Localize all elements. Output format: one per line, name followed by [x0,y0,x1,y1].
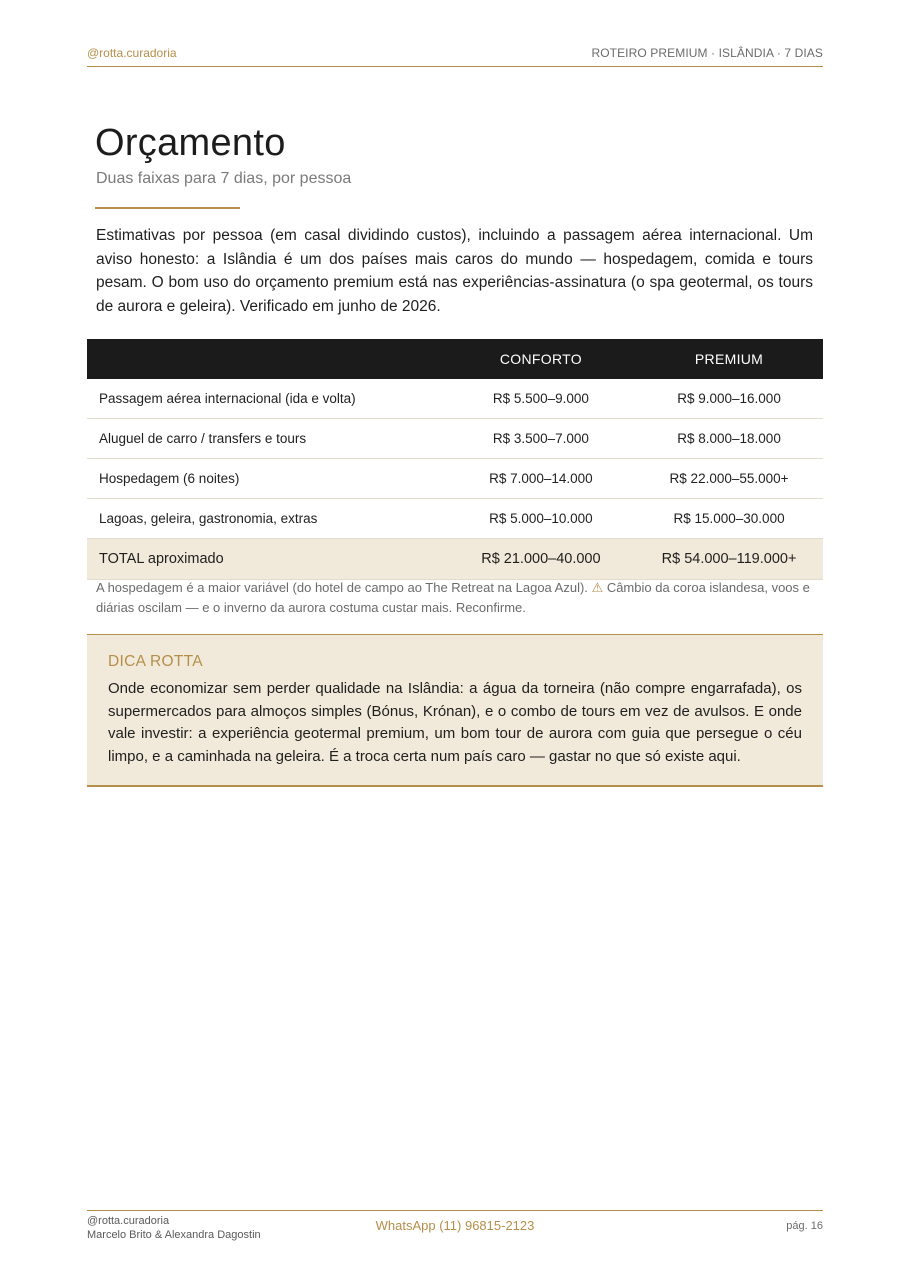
tip-body: Onde economizar sem perder qualidade na Islândia: a água da torneira (não compre engarrafada), os supermercados para almoços simples (Bónus, Krónan), e o combo de tours em vez de avulsos. E onde vale investir: a experiência geotermal premium, um bom tour de aurora com guia que persegue o céu limpo, e a caminhada na geleira. É a troca certa num país caro — gastar no que só existe aqui. [108,680,802,765]
footnote-text-after: Câmbio da coroa islandesa, voos e diárias oscilam — e o inverno da aurora costuma custar mais. Reconfirme. [96,580,810,615]
table-footnote [96,578,816,618]
budget-table [87,339,823,580]
row-premium: R$ 22.000–55.000+ [635,459,823,499]
row-conforto: R$ 7.000–14.000 [447,459,635,499]
row-conforto: R$ 5.000–10.000 [447,499,635,539]
row-premium: R$ 15.000–30.000 [635,499,823,539]
footer-handle: @rotta.curadoria [87,1215,170,1227]
table-row [87,459,823,499]
table-row [87,499,823,539]
total-conforto: R$ 21.000–40.000 [447,539,635,580]
row-label: Passagem aérea internacional (ida e volta) [87,379,447,419]
tip-box [87,634,823,787]
warning-icon: ⚠ [591,580,604,595]
row-label: Hospedagem (6 noites) [87,459,447,499]
page-footer [87,1210,823,1241]
table-header-premium: PREMIUM [635,339,823,379]
tip-title: DICA ROTTA [108,653,203,670]
table-header-cell [87,339,447,379]
row-conforto: R$ 5.500–9.000 [447,379,635,419]
section-subtitle: Duas faixas para 7 dias, por pessoa [96,170,352,187]
section-title: Orçamento [95,122,286,164]
header-brand: @rotta.curadoria [87,46,177,60]
footnote-text-before: A hospedagem é a maior variável (do hotel de campo ao The Retreat na Lagoa Azul). [96,580,588,595]
table-total-row [87,539,823,580]
intro-paragraph: Estimativas por pessoa (em casal dividindo custos), incluindo a passagem aérea internacional. Um aviso honesto: a Islândia é um dos países mais caros do mundo — hospedagem, comida e tours pesam. O bom uso do orçamento premium está nas experiências-assinatura (o spa geotermal, os tours de aurora e geleira). Verificado em junho de 2026. [96,227,813,315]
row-conforto: R$ 3.500–7.000 [447,419,635,459]
row-premium: R$ 9.000–16.000 [635,379,823,419]
table-header-row [87,339,823,379]
total-premium: R$ 54.000–119.000+ [635,539,823,580]
title-divider [95,207,240,209]
footer-authors: Marcelo Brito & Alexandra Dagostin [87,1229,261,1241]
row-premium: R$ 8.000–18.000 [635,419,823,459]
row-label: Aluguel de carro / transfers e tours [87,419,447,459]
page-header [87,46,823,67]
table-row [87,379,823,419]
table-row [87,419,823,459]
page-number: pág. 16 [786,1220,823,1232]
total-label: TOTAL aproximado [87,539,447,580]
table-header-conforto: CONFORTO [447,339,635,379]
row-label: Lagoas, geleira, gastronomia, extras [87,499,447,539]
footer-contact: WhatsApp (11) 96815-2123 [375,1218,535,1233]
header-doc-title: ROTEIRO PREMIUM · ISLÂNDIA · 7 DIAS [591,46,823,60]
